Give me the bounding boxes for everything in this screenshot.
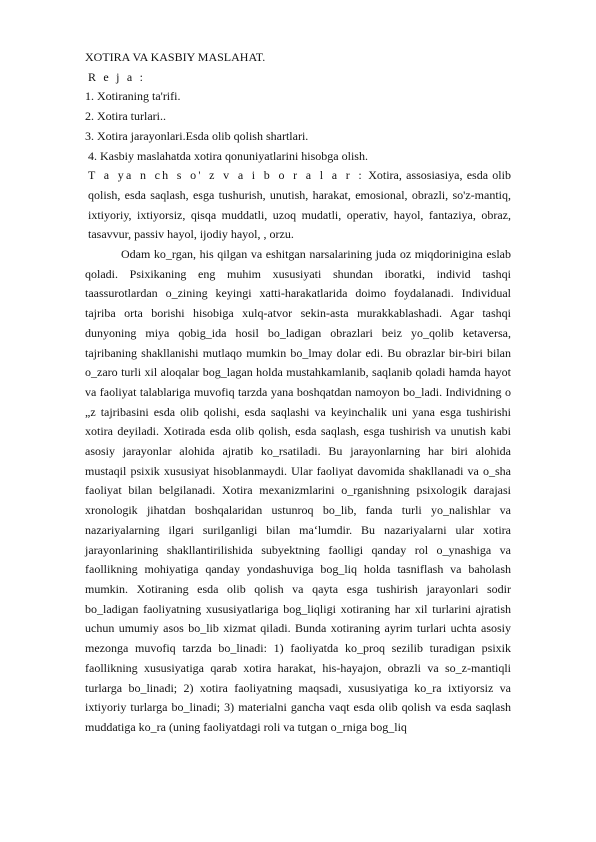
plan-heading: R e j a :: [88, 69, 146, 84]
document-page: [85, 48, 511, 738]
plan-item-2: 2. Xotira turlari..: [85, 109, 166, 124]
key-terms-text: Xotira, assosiasiya, esda olib qolish, esda saqlash, esga tushurish, unutish, harakat, emosional, obrazli, so'z-mantiq, ixtiyoriy, ixtiyorsiz, qisqa muddatli, uzoq mudatli, operativ, hayol, fantaziya, obraz, tasavvur, passiv hayol, ijodiy hayol, , orzu.: [88, 168, 511, 242]
key-terms-paragraph: [85, 166, 511, 245]
plan-item-4: 4. Kasbiy maslahatda xotira qonuniyatlarini hisobga olish.: [88, 148, 368, 163]
key-terms-label: T a ya n ch s o' z v a i b o r a l a r :: [88, 168, 364, 183]
plan-item-1: 1. Xotiraning ta'rifi.: [85, 89, 181, 104]
plan-item-3: 3. Xotira jarayonlari.Esda olib qolish shartlari.: [85, 128, 309, 143]
document-title: XOTIRA VA KASBIY MASLAHAT.: [85, 50, 266, 64]
body-paragraph: Odam ko_rgan, his qilgan va eshitgan narsalarining juda oz miqdorinigina eslab qoladi. Psixikaning eng muhim xususiyati shundan iboratki, individ tashqi taassurotlardan o_zining keyingi xatti-harakatlarida doimo foydalanadi. Individual tajriba orta borishi hisobiga xulq-atvor sekin-asta murakkablashadi. Agar tashqi dunyoning miya qobig_ida hosil bo_ladigan obrazlari beiz yo_qolib ketaversa, tajribaning shakllanishi mutlaqo mumkin bo_lmay dolar edi. Bu obrazlar bir-biri bilan o_zaro turli xil aloqalar bog_lagan holda mustahkamlanib, saqlanib qoladi hamda hayot va faoliyat talablariga muvofiq tarzda yana boshqatdan namoyon bo_ladi. Individning o „z tajribasini esda olib qolishi, esda saqlashi va keyinchalik uni yana esga tushirishi xotira deyiladi. Xotirada esda olib qolish, esda saqlash, esga tushirish va unutish kabi asosiy jarayonlar alohida ajratib ko_rsatiladi. Bu jarayonlarning har biri alohida mustaqil psixik xususiyat hisoblanmaydi. Ular faoliyat davomida shakllanadi va o_sha faoliyat bilan belgilanadi. Xotira mexanizmlarini o_rganishning psixologik darajasi xronologik jihatdan boshqalaridan ustunroq bo_lib, fanda turli yo_nalishlar va nazariyalarning ilgari surilganligi bilan ma‘lumdir. Bu nazariyalarni ular xotira jarayonlarining shakllantirilishida subyektning faolligi qanday rol o_ynashiga va faollikning mohiyatiga qanday yondashuviga bog_liq holda tasniflash va baholash mumkin. Xotiraning esda olib qolish va qayta esga tushirish jarayonlari sodir bo_ladigan faoliyatning xususiyatlariga bog_liqligi xotiraning har xil turlarini ajratish uchun umumiy asos bo_lib xizmat qiladi. Bunda xotiraning ayrim turlari uchta asosiy mezonga muvofiq tarzda bo_linadi: 1) faoliyatda ko_proq sezilib turadigan psixik faollikning xususiyatiga qarab xotira harakat, his-hayajon, obrazli va so_z-mantiqli turlarga bo_linadi; 2) xotira faoliyatning maqsadi, xususiyatiga ko_ra ixtiyorsiz va ixtiyoriy turlarga bo_linadi; 3) materialni gancha vaqt esda olib qolish va esda saqlash muddatiga ko_ra (uning faoliyatdagi roli va tutgan o_rniga bog_liq: [85, 247, 511, 734]
